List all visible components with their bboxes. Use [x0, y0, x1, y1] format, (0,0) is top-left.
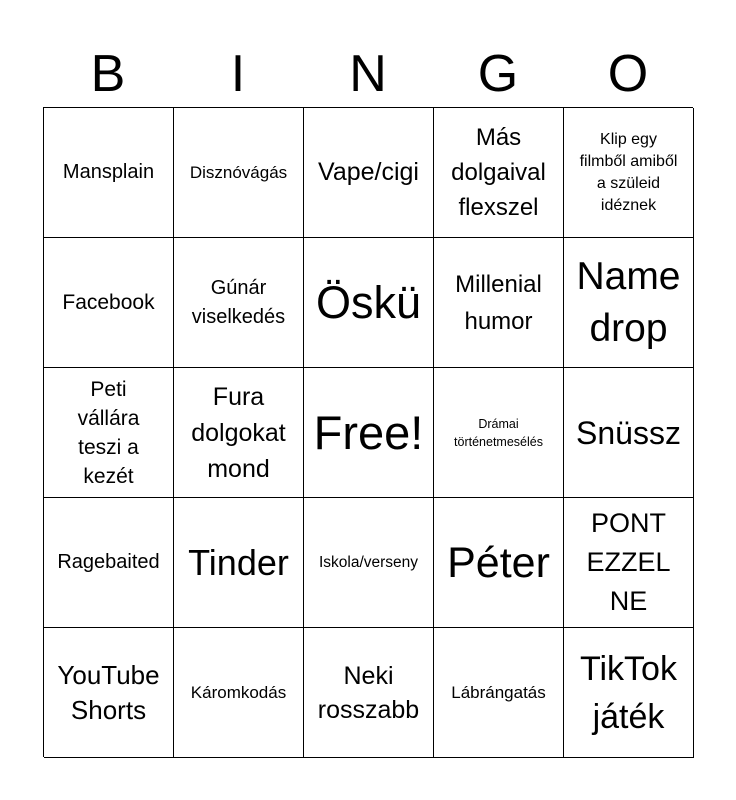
- header-letter-o: O: [607, 45, 649, 103]
- bingo-cell[interactable]: Más dolgaival flexszel: [434, 108, 564, 238]
- bingo-cell[interactable]: Drámai történetmesélés: [434, 368, 564, 498]
- bingo-cell[interactable]: Lábrángatás: [434, 628, 564, 758]
- bingo-cell[interactable]: Iskola/verseny: [304, 498, 434, 628]
- bingo-cell[interactable]: Tinder: [174, 498, 304, 628]
- bingo-cell[interactable]: Mansplain: [44, 108, 174, 238]
- header-letter-i: I: [230, 45, 246, 103]
- bingo-cell[interactable]: Name drop: [564, 238, 694, 368]
- bingo-cell[interactable]: Facebook: [44, 238, 174, 368]
- bingo-cell[interactable]: Neki rosszabb: [304, 628, 434, 758]
- bingo-cell[interactable]: Free!: [304, 368, 434, 498]
- bingo-cell[interactable]: Millenial humor: [434, 238, 564, 368]
- header-letter-n: N: [349, 45, 387, 103]
- bingo-cell[interactable]: Ragebaited: [44, 498, 174, 628]
- bingo-cell[interactable]: PONT EZZEL NE: [564, 498, 694, 628]
- bingo-cell[interactable]: Peti vállára teszi a kezét: [44, 368, 174, 498]
- bingo-cell[interactable]: Káromkodás: [174, 628, 304, 758]
- bingo-cell[interactable]: Fura dolgokat mond: [174, 368, 304, 498]
- bingo-cell[interactable]: Öskü: [304, 238, 434, 368]
- bingo-cell[interactable]: Gúnár viselkedés: [174, 238, 304, 368]
- bingo-header: [43, 40, 693, 108]
- bingo-cell[interactable]: Péter: [434, 498, 564, 628]
- bingo-cell[interactable]: Disznóvágás: [174, 108, 304, 238]
- bingo-cell[interactable]: YouTube Shorts: [44, 628, 174, 758]
- bingo-cell[interactable]: Vape/cigi: [304, 108, 434, 238]
- header-letter-g: G: [477, 45, 519, 103]
- bingo-cell[interactable]: TikTok játék: [564, 628, 694, 758]
- bingo-board: [43, 107, 693, 757]
- bingo-cell[interactable]: Klip egy filmből amiből a szüleid idéznek: [564, 108, 694, 238]
- bingo-cell[interactable]: Snüssz: [564, 368, 694, 498]
- header-letter-b: B: [90, 45, 126, 103]
